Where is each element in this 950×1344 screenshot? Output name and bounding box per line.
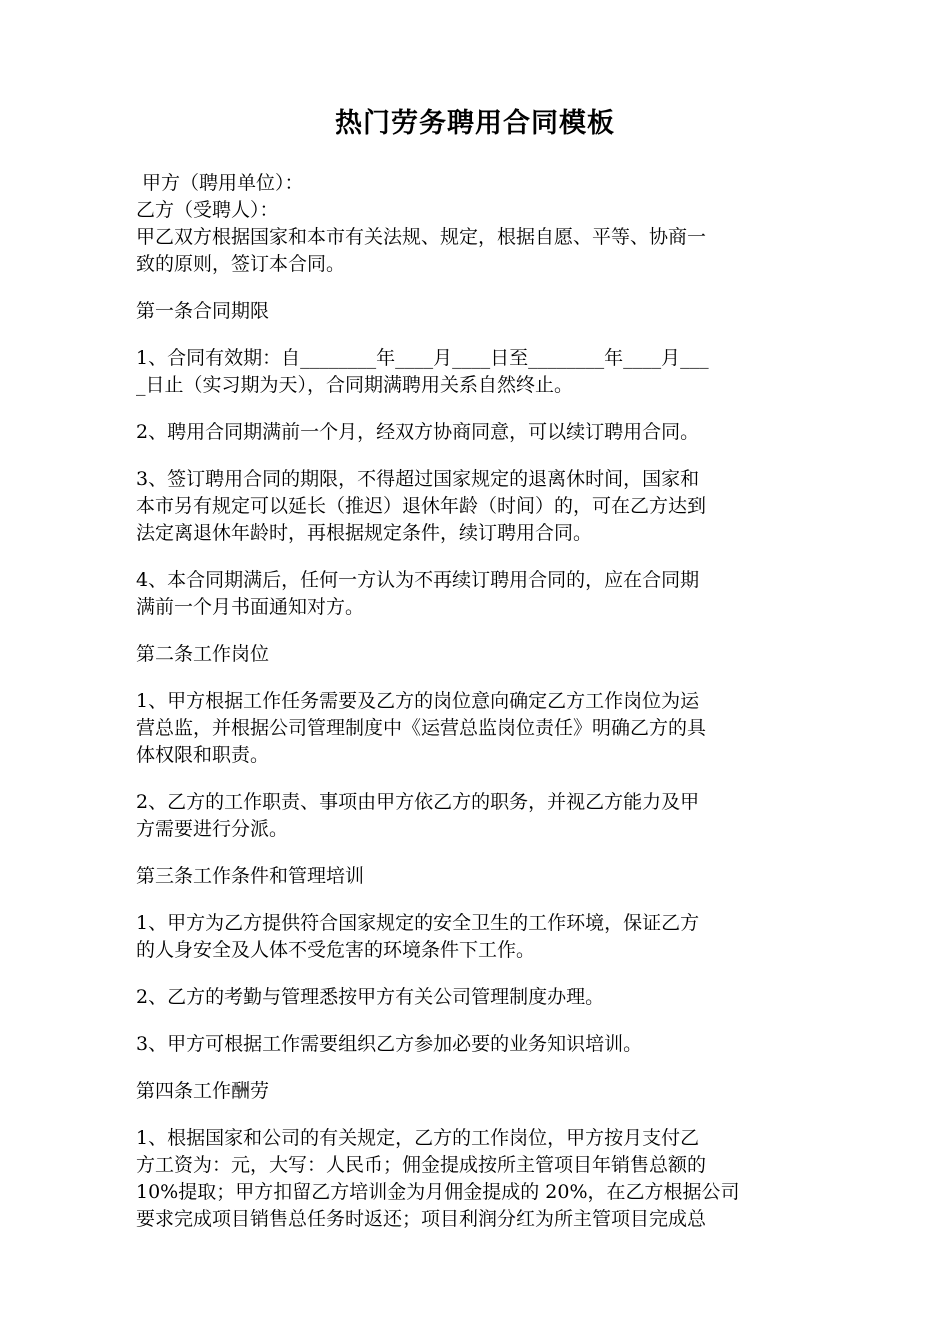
document-title: 热门劳务聘用合同模板: [335, 108, 615, 139]
text-line: 甲方（聘用单位）：: [136, 172, 304, 194]
text-line: 第二条工作岗位: [136, 643, 270, 665]
paragraph: [136, 345, 816, 399]
paragraph: [136, 984, 816, 1011]
text-line: 体权限和职责。: [136, 744, 270, 766]
paragraph: [136, 1125, 816, 1233]
paragraph: [136, 170, 816, 278]
text-line: 10%提取；甲方扣留乙方培训金为月佣金提成的 20%，在乙方根据公司: [136, 1181, 740, 1203]
paragraph-spacer: [136, 621, 816, 641]
text-line: 2、聘用合同期满前一个月，经双方协商同意，可以续订聘用合同。: [136, 421, 700, 443]
paragraph-spacer: [136, 1058, 816, 1078]
text-line: 3、甲方可根据工作需要组织乙方参加必要的业务知识培训。: [136, 1033, 643, 1055]
paragraph: [136, 466, 816, 547]
text-line: 第一条合同期限: [136, 300, 270, 322]
paragraph: [136, 688, 816, 769]
paragraph-spacer: [136, 1105, 816, 1125]
paragraph-spacer: [136, 668, 816, 688]
text-line: 要求完成项目销售总任务时返还；项目利润分红为所主管项目完成总: [136, 1208, 707, 1230]
text-line: 第四条工作酬劳: [136, 1080, 270, 1102]
paragraph: [136, 1031, 816, 1058]
paragraph-spacer: [136, 278, 816, 298]
paragraph: [136, 419, 816, 446]
paragraph-spacer: [136, 399, 816, 419]
text-line: 2、乙方的工作职责、事项由甲方依乙方的职务，并视乙方能力及甲: [136, 791, 700, 813]
paragraph-spacer: [136, 769, 816, 789]
text-line: 致的原则，签订本合同。: [136, 253, 346, 275]
text-line: 1、甲方根据工作任务需要及乙方的岗位意向确定乙方工作岗位为运: [136, 690, 700, 712]
paragraph: [136, 641, 816, 668]
paragraph: [136, 910, 816, 964]
text-line: 1、合同有效期：自________年____月____日至________年____月___: [136, 347, 709, 369]
paragraph: [136, 1078, 816, 1105]
text-line: 甲乙双方根据国家和本市有关法规、规定，根据自愿、平等、协商一: [136, 226, 707, 248]
text-line: 乙方（受聘人）：: [136, 199, 279, 221]
text-line: 法定离退休年龄时，再根据规定条件，续订聘用合同。: [136, 522, 593, 544]
text-line: 方工资为：元，大写：人民币；佣金提成按所主管项目年销售总额的: [136, 1154, 707, 1176]
text-line: 第三条工作条件和管理培训: [136, 865, 365, 887]
paragraph-spacer: [136, 547, 816, 567]
text-line: 本市另有规定可以延长（推迟）退休年龄（时间）的，可在乙方达到: [136, 495, 707, 517]
text-line: _日止（实习期为天），合同期满聘用关系自然终止。: [136, 374, 574, 396]
text-line: 营总监，并根据公司管理制度中《运营总监岗位责任》明确乙方的具: [136, 717, 707, 739]
text-line: 3、签订聘用合同的期限，不得超过国家规定的退离休时间，国家和: [136, 468, 700, 490]
paragraph: [136, 567, 816, 621]
text-line: 1、甲方为乙方提供符合国家规定的安全卫生的工作环境，保证乙方: [136, 912, 700, 934]
paragraph: [136, 863, 816, 890]
text-line: 4、本合同期满后，任何一方认为不再续订聘用合同的，应在合同期: [136, 569, 700, 591]
paragraph-spacer: [136, 890, 816, 910]
paragraph: [136, 789, 816, 843]
text-line: 1、根据国家和公司的有关规定，乙方的工作岗位，甲方按月支付乙: [136, 1127, 700, 1149]
paragraph-spacer: [136, 843, 816, 863]
text-line: 的人身安全及人体不受危害的环境条件下工作。: [136, 939, 536, 961]
paragraph-spacer: [136, 325, 816, 345]
paragraph: [136, 298, 816, 325]
paragraph-spacer: [136, 964, 816, 984]
text-line: 方需要进行分派。: [136, 818, 289, 840]
paragraph-spacer: [136, 1011, 816, 1031]
text-line: 满前一个月书面通知对方。: [136, 596, 365, 618]
paragraph-spacer: [136, 446, 816, 466]
text-line: 2、乙方的考勤与管理悉按甲方有关公司管理制度办理。: [136, 986, 605, 1008]
document-body: [136, 170, 816, 1233]
